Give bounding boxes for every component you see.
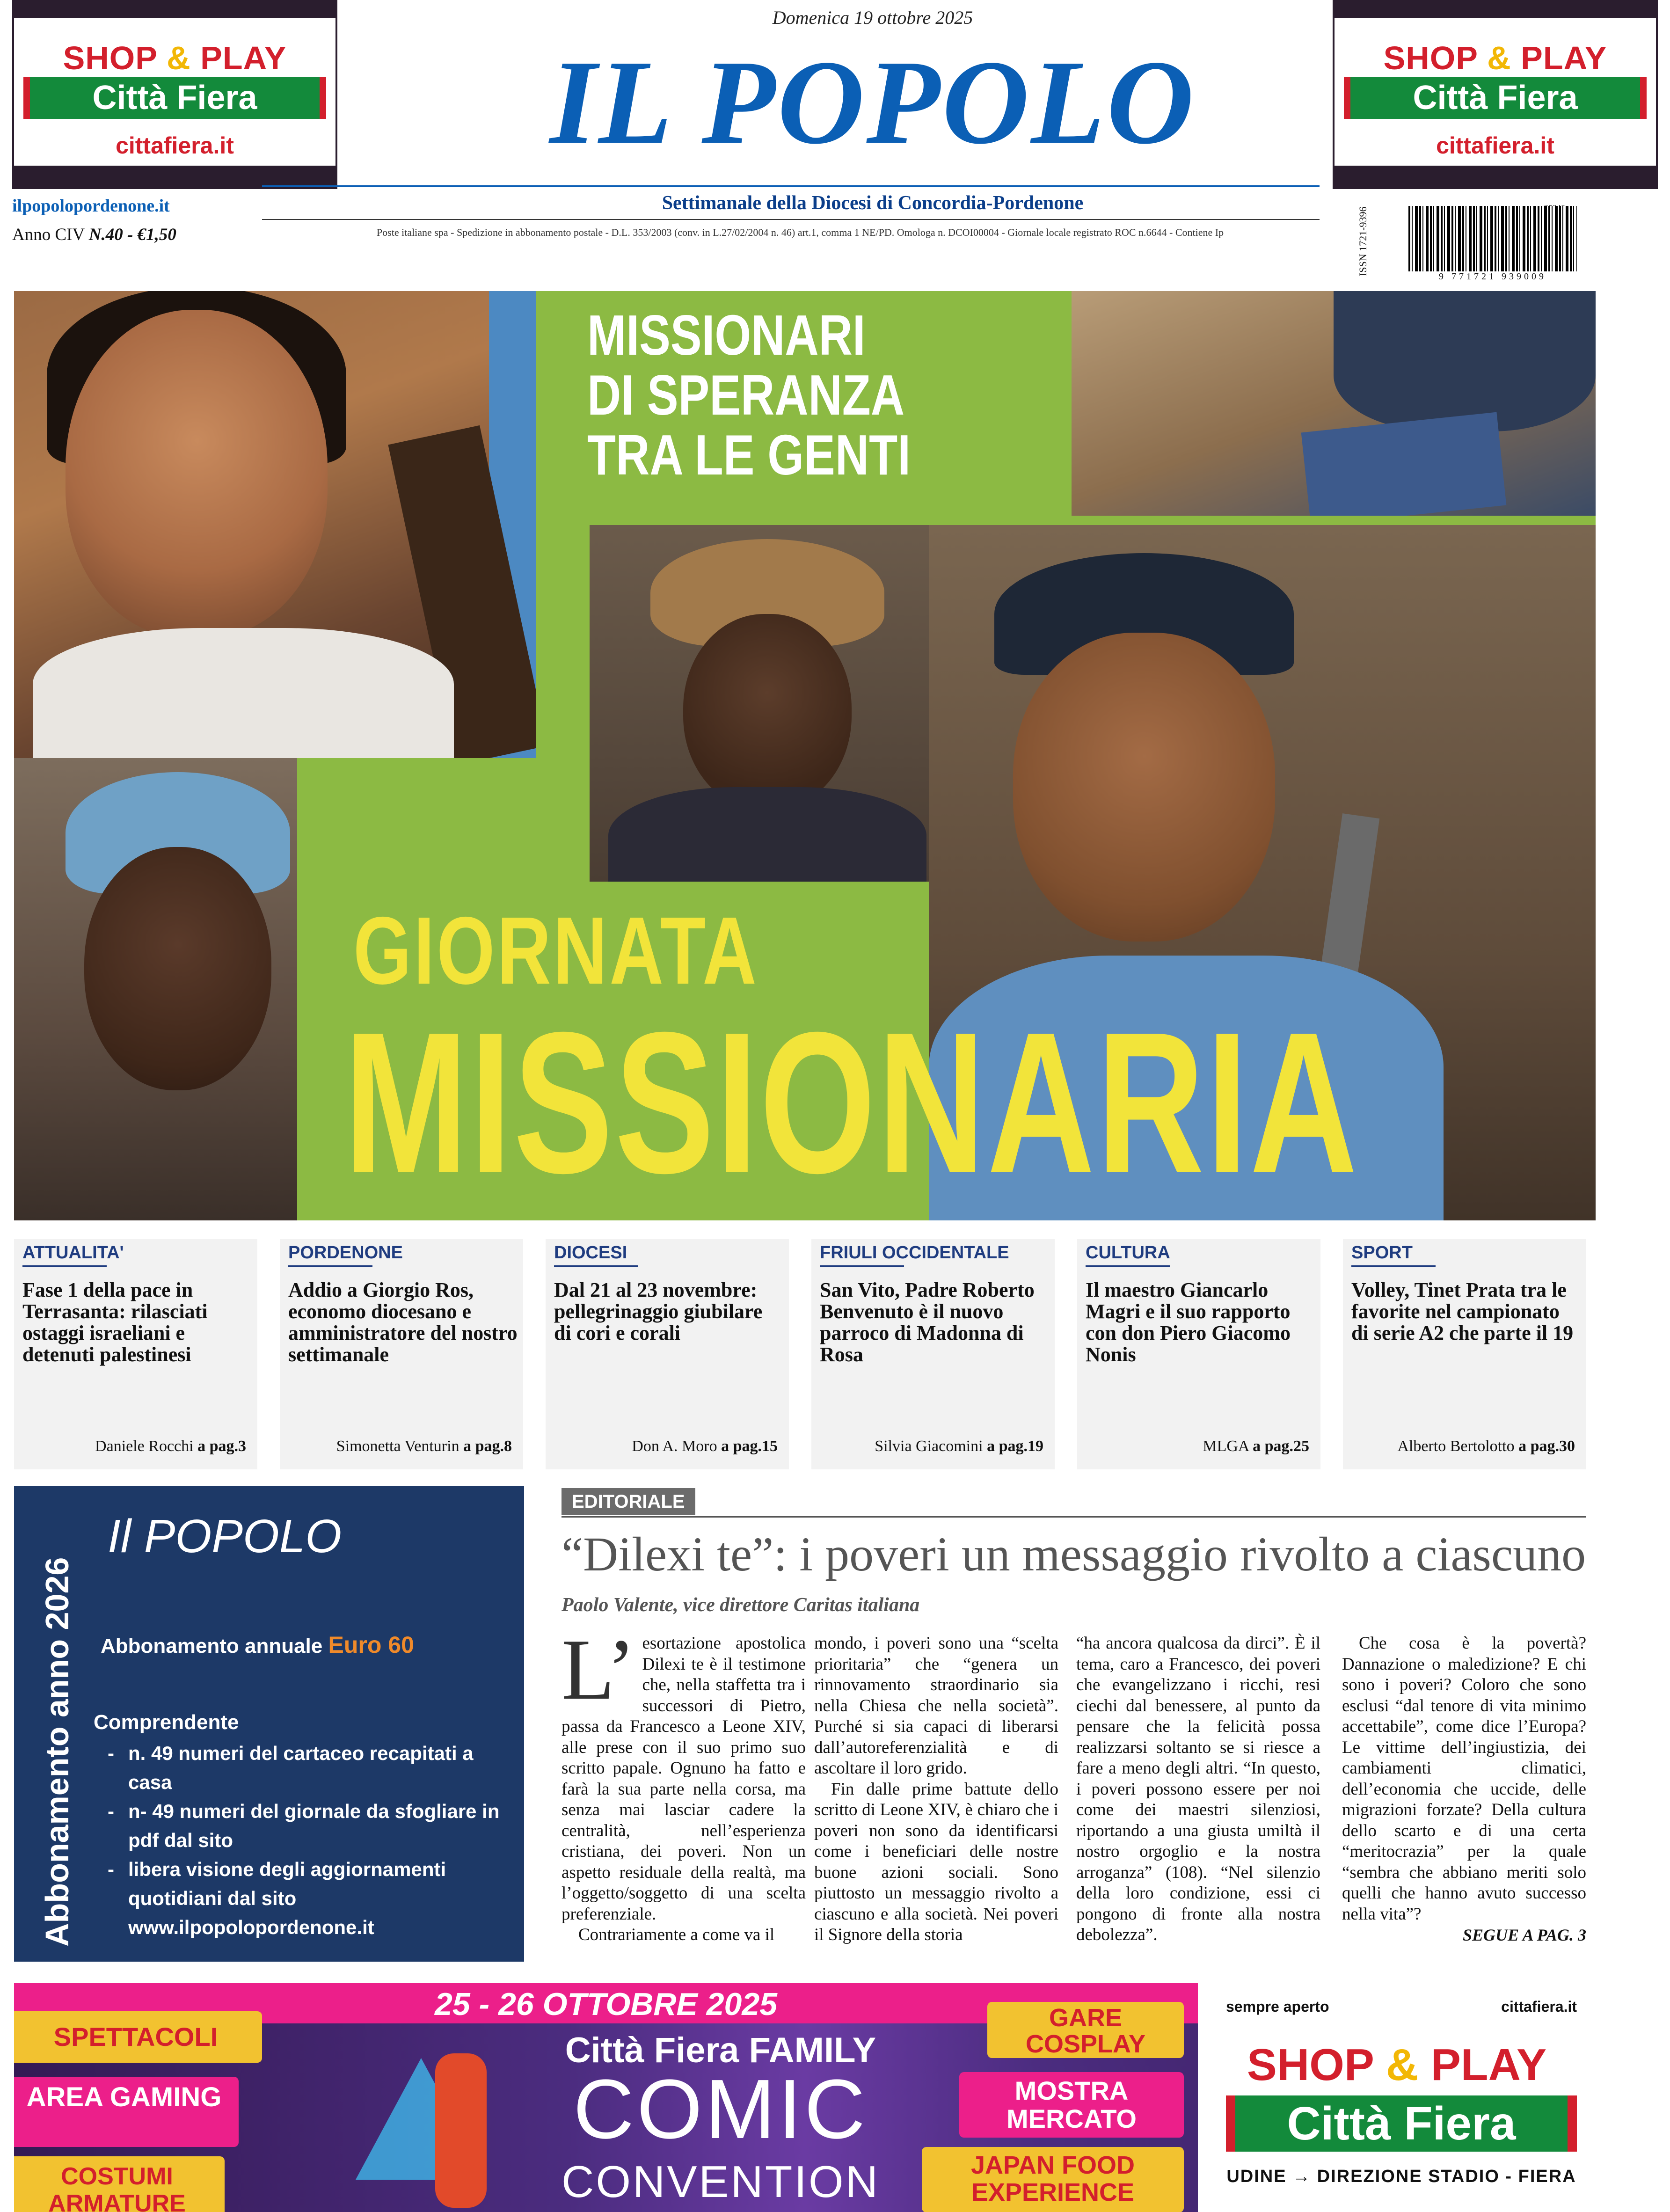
- subscription-vertical-label: Abbonamento anno 2026: [39, 1557, 75, 1947]
- teaser-byline: MLGA a pag.25: [1203, 1438, 1309, 1455]
- teaser-section: CULTURA: [1086, 1243, 1170, 1263]
- teaser-byline: Silvia Giacomini a pag.19: [875, 1438, 1043, 1455]
- teaser-title: San Vito, Padre Roberto Benvenuto è il nuovo parroco di Madonna di Rosa: [820, 1278, 1035, 1366]
- ad-url: cittafiera.it: [116, 132, 234, 159]
- photo-elderly-woman: [14, 758, 297, 1220]
- editorial-paragraph: “ha ancora qualcosa da dirci”. È il tema, caro a Francesco, dei poveri che evangelizzano i ricchi, resi ciechi dal benessere, al punto da pensare che la felicità possa realizzarsi soltanto se si riesce a fare a meno degli altri. “In questo, i poveri possono essere per noi come dei maestri silenziosi, riportando a una giusta umiltà il nostro orgoglio e la nostra arroganza” (108). “Nel silenzio della loro condizione, essi ci pongono di fronte alla nostra debolezza”.: [1076, 1634, 1320, 1944]
- cover-missionaria: MISSIONARIA: [344, 991, 1360, 1215]
- banner-pill-japan-food: JAPAN FOOD EXPERIENCE: [922, 2147, 1184, 2212]
- masthead-subtitle: Settimanale della Diocesi di Concordia-Pordenone: [662, 192, 1084, 214]
- editorial-title[interactable]: “Dilexi te”: i poveri un messaggio rivolto a ciascuno: [562, 1527, 1586, 1581]
- issn-label: ISSN 1721-9396: [1357, 206, 1369, 276]
- banner-always-open: sempre aperto: [1226, 1998, 1329, 2015]
- header-ad-left[interactable]: [12, 0, 337, 189]
- banner-pill-mostra-mercato: MOSTRA MERCATO: [959, 2072, 1184, 2138]
- teaser-rule: [554, 1265, 638, 1267]
- teaser-cultura[interactable]: [1077, 1239, 1320, 1469]
- issue-date: Domenica 19 ottobre 2025: [772, 7, 973, 28]
- banner-url[interactable]: cittafiera.it: [1501, 1998, 1577, 2015]
- header-ad-right[interactable]: [1333, 0, 1658, 189]
- teaser-section: SPORT: [1351, 1243, 1413, 1263]
- editorial-dropcap: L’: [562, 1621, 636, 1718]
- editorial-column-1: [562, 1621, 806, 1946]
- subscription-item: - n- 49 numeri del giornale da sfogliare in pdf dal sito: [108, 1797, 519, 1855]
- teaser-rule: [1351, 1265, 1436, 1267]
- issn-block: [1357, 206, 1404, 276]
- ad-strip: [1335, 2, 1656, 18]
- photo-old-man: [590, 525, 945, 882]
- banner-comic: COMIC: [573, 2062, 868, 2156]
- barcode-number: 9 771721 939009: [1439, 271, 1546, 282]
- ad-brand-name: Città Fiera: [1344, 77, 1647, 119]
- masthead-rule: [262, 219, 1320, 220]
- editorial-paragraph: Che cosa è la povertà? Dannazione o maledizione? E chi sono i poveri? Coloro che sono esclusi “dal tenore di vita minimo accettabile”, come dice l’Europa? Le vittime dell’ingiustizia, dei cambiamenti climatici, dell’economia che uccide, delle migrazioni forzate? Della cultura dello scarto e di una certa “meritocrazia” per la quale “sembra che abbiano meriti solo quelli che hanno avuto successo nella vita”?: [1342, 1634, 1586, 1924]
- editorial-continue[interactable]: SEGUE A PAG. 3: [1462, 1926, 1586, 1944]
- cover-headline-top: MISSIONARI DI SPERANZA TRA LE GENTI: [587, 303, 911, 487]
- subscription-annual: Abbonamento annuale Euro 60: [101, 1632, 414, 1658]
- banner-shop-play-block[interactable]: [1198, 1983, 1596, 2212]
- ad-strip: [1335, 166, 1656, 187]
- teaser-friuli-occidentale[interactable]: [811, 1239, 1055, 1469]
- teaser-attualita[interactable]: [14, 1239, 257, 1469]
- subscription-brand: Il POPOLO: [108, 1510, 342, 1562]
- banner-pill-costumi: COSTUMI ARMATURE: [14, 2156, 225, 2212]
- photo-girl: [14, 291, 536, 758]
- photo-hands: [1072, 291, 1596, 516]
- banner-family: Città Fiera FAMILY: [565, 2030, 876, 2070]
- teaser-byline: Alberto Bertolotto a pag.30: [1397, 1438, 1575, 1455]
- teaser-rule: [1086, 1265, 1170, 1267]
- teaser-rule: [288, 1265, 372, 1267]
- editorial-column-2: [814, 1633, 1058, 1946]
- cover-giornata: GIORNATA: [353, 897, 759, 1004]
- teaser-byline: Daniele Rocchi a pag.3: [95, 1438, 246, 1455]
- banner-pill-gare-cosplay: GARE COSPLAY: [987, 2002, 1184, 2058]
- teaser-section: FRIULI OCCIDENTALE: [820, 1243, 1009, 1263]
- teaser-pordenone[interactable]: [280, 1239, 523, 1469]
- editorial-paragraph: Contrariamente a come va il: [578, 1925, 775, 1944]
- subscription-box[interactable]: [14, 1486, 524, 1962]
- teaser-section: ATTUALITA': [22, 1243, 124, 1263]
- ad-brand-name: Città Fiera: [23, 77, 326, 119]
- section-teasers: [14, 1239, 1596, 1469]
- banner-brand-name: Città Fiera: [1226, 2095, 1577, 2152]
- teaser-title: Dal 21 al 23 novembre: pellegrinaggio giubilare di cori e corali: [554, 1278, 763, 1344]
- bottom-ad-banner[interactable]: [14, 1983, 1596, 2212]
- cover-image[interactable]: [14, 291, 1596, 1220]
- comic-figure-illustration: [342, 2039, 491, 2212]
- subscription-item: - libera visione degli aggiornamenti quotidiani dal sito www.ilpopolopordenone.it: [108, 1855, 519, 1942]
- banner-convention: CONVENTION: [561, 2157, 880, 2207]
- ad-shop-play: SHOP & PLAY: [1383, 40, 1607, 76]
- teaser-byline: Don A. Moro a pag.15: [632, 1438, 778, 1455]
- banner-dates: 25 - 26 OTTOBRE 2025: [435, 1986, 777, 2022]
- editorial-tag: EDITORIALE: [562, 1488, 695, 1515]
- teaser-section: DIOCESI: [554, 1243, 627, 1263]
- postal-note: Poste italiane spa - Spedizione in abbonamento postale - D.L. 353/2003 (conv. in L.27/02/2004 n. 46) art.1, comma 1 NE/PD. Omologa n. DCOI00004 - Giornale locale registrato ROC n.6644 - Contiene Ip: [376, 226, 1224, 238]
- ad-strip: [14, 166, 335, 187]
- ad-shop-play: SHOP & PLAY: [63, 40, 287, 76]
- teaser-rule: [22, 1265, 107, 1267]
- ad-strip: [14, 2, 335, 18]
- teaser-diocesi[interactable]: [546, 1239, 789, 1469]
- editorial-paragraph: mondo, i poveri sono una “scelta prioritaria” che “genera un rinnovamento straordinario sia nella Chiesa che nella società”. Purché si sia capaci di liberarsi dall’autoreferenzialità e di ascoltare il loro grido.: [814, 1634, 1058, 1778]
- editorial-column-3: [1076, 1633, 1320, 1946]
- banner-pill-area-gaming: AREA GAMING: [14, 2077, 239, 2147]
- teaser-title: Addio a Giorgio Ros, economo diocesano e amministratore del nostro settimanale: [288, 1278, 518, 1366]
- masthead-rule: [262, 185, 1320, 187]
- issue-info: Anno CIV N.40 - €1,50: [12, 225, 176, 244]
- teaser-title: Volley, Tinet Prata tra le favorite nel campionato di serie A2 che parte il 19: [1351, 1278, 1574, 1344]
- editorial-column-4: [1342, 1633, 1586, 1925]
- teaser-sport[interactable]: [1343, 1239, 1586, 1469]
- masthead-title: IL POPOLO: [549, 35, 1196, 169]
- barcode: [1408, 206, 1577, 271]
- website-link[interactable]: ilpopolopordenone.it: [12, 196, 170, 216]
- ad-url: cittafiera.it: [1436, 132, 1554, 159]
- teaser-byline: Simonetta Venturin a pag.8: [336, 1438, 512, 1455]
- editorial-paragraph: esortazione apostolica Dilexi te è il testimone che, nella staffetta tra i successori di Pietro, passa da Francesco a Leone XIV, alle prese con il suo primo suo scritto papale. Ognuno ha fatto e farà la sua parte nella corsa, ma senza mai lasciar cadere la centralità, nell’esperienza cristiana, dei poveri. Non un aspetto residuale della realtà, ma l’oggetto/soggetto di una scelta preferenziale.: [562, 1634, 806, 1924]
- editorial-rule: [562, 1516, 1586, 1518]
- editorial-author: Paolo Valente, vice direttore Caritas italiana: [562, 1594, 920, 1616]
- teaser-rule: [820, 1265, 904, 1267]
- banner-direction: UDINE → DIREZIONE STADIO - FIERA: [1226, 2167, 1576, 2186]
- subscription-item: - n. 49 numeri del cartaceo recapitati a casa: [108, 1739, 519, 1797]
- editorial-paragraph: Fin dalle prime battute dello scritto di Leone XIV, è chiaro che i poveri non sono da identificarsi come i beneficiari delle nostre buone azioni sociali. Sono piuttosto un messaggio rivolto a ciascuno e alla società. Nei poveri il Signore della storia: [814, 1779, 1058, 1944]
- teaser-title: Il maestro Giancarlo Magri e il suo rapporto con don Piero Giacomo Nonis: [1086, 1278, 1291, 1366]
- banner-pill-spettacoli: SPETTACOLI: [14, 2011, 262, 2063]
- teaser-title: Fase 1 della pace in Terrasanta: rilasciati ostaggi israeliani e detenuti palestinesi: [22, 1278, 208, 1366]
- subscription-items: [108, 1739, 519, 1942]
- teaser-section: PORDENONE: [288, 1243, 403, 1263]
- subscription-includes-label: Comprendente: [94, 1711, 239, 1734]
- banner-shop-play: SHOP & PLAY: [1247, 2040, 1547, 2090]
